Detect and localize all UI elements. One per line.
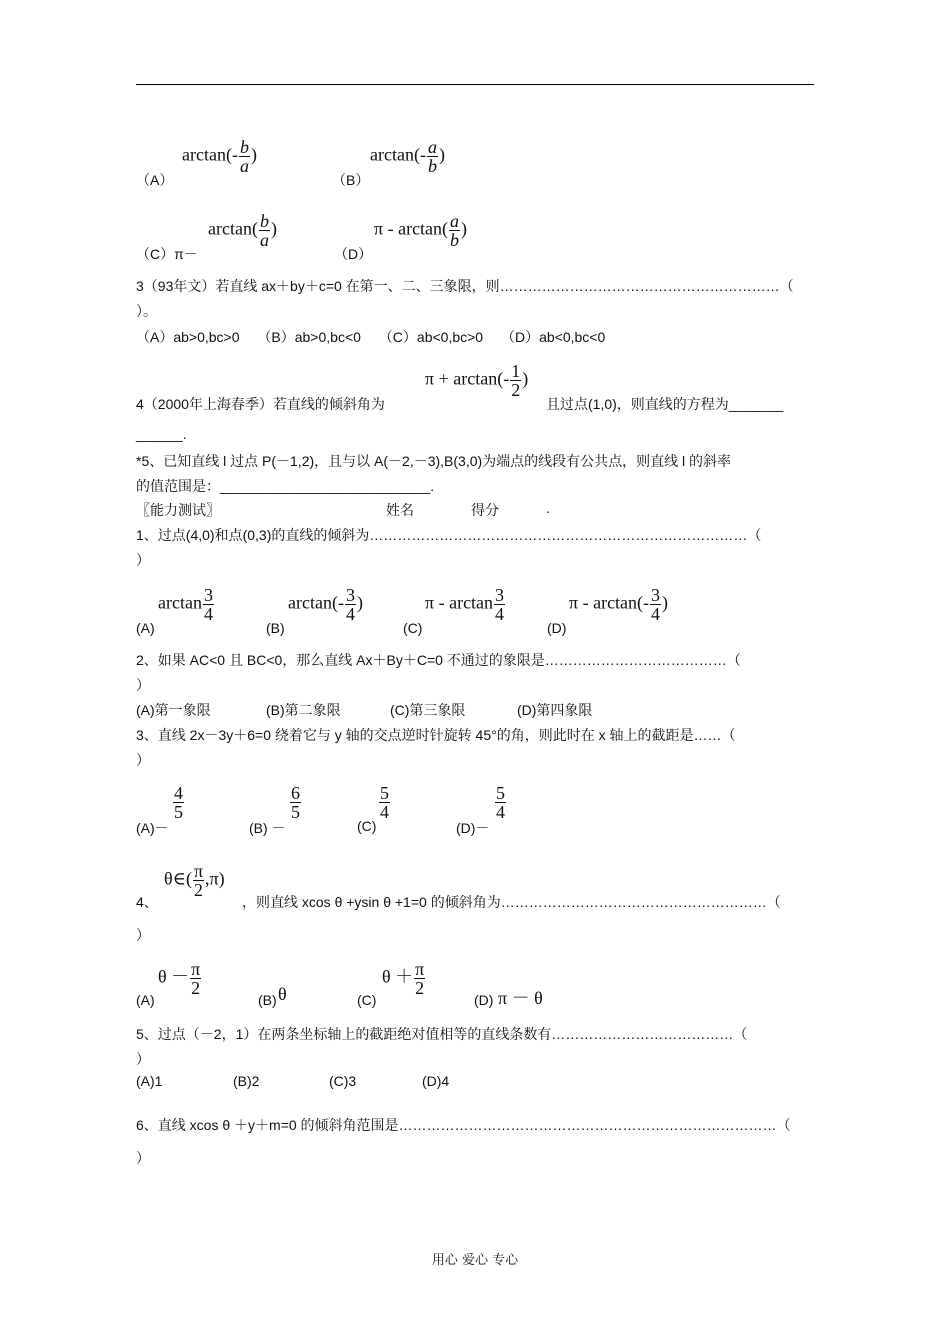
t1-question: 1、过点(4,0)和点(0,3)的直线的倾斜为………………………………………………………………………（: [136, 527, 762, 543]
t4-label: 4、: [136, 894, 158, 910]
t2-question: 2、如果 AC<0 且 BC<0，那么直线 Ax＋By＋C=0 不通过的象限是…………………………………（: [136, 652, 741, 668]
t3-question: 3、直线 2x－3y＋6=0 绕着它与 y 轴的交点逆时针旋转 45°的角，则此时在 x 轴上的截距是……（: [136, 727, 736, 743]
t3-option-d-fraction: [494, 784, 507, 821]
numerator: a: [450, 211, 460, 231]
t1-option-a-label: (A): [136, 620, 155, 636]
t3-option-a-fraction: [172, 784, 185, 821]
t6-cont: ）: [136, 1150, 150, 1166]
denominator: 4: [496, 802, 505, 822]
q3-options: （A）ab>0,bc>0 （B）ab>0,bc<0 （C）ab<0,bc>0 （D）ab<0,bc<0: [136, 329, 606, 345]
denominator: 4: [651, 604, 661, 624]
fraction: [449, 212, 460, 249]
denominator: 5: [174, 802, 183, 822]
q2-option-b-expr: [370, 138, 445, 175]
t2-option-b: (B)第二象限: [266, 702, 341, 718]
fraction: [510, 362, 521, 399]
denominator: 4: [495, 604, 505, 624]
denominator: 4: [203, 604, 213, 624]
t3-cont: ）: [136, 752, 150, 768]
expr-func: arctan: [158, 592, 202, 613]
expr-func: θ －: [158, 966, 190, 987]
q2-option-b-label: （B）: [332, 172, 370, 188]
header-rule: [136, 84, 814, 85]
q4-suffix: 且过点(1,0)，则直线的方程为_______: [546, 396, 784, 412]
fraction: [193, 862, 204, 899]
numerator: 5: [380, 783, 389, 803]
numerator: 4: [174, 783, 183, 803]
fraction: [494, 586, 505, 623]
expr-func: π - arctan(-: [569, 592, 650, 613]
ability-dot: .: [546, 500, 550, 516]
q5-cont: 的值范围是：___________________________.: [136, 478, 435, 494]
expr-func: θ ＋: [382, 966, 414, 987]
t3-option-c-label: (C): [357, 818, 377, 834]
numerator: 6: [291, 783, 300, 803]
q2-option-a-expr: [182, 138, 257, 175]
t5-question: 5、过点（－2，1）在两条坐标轴上的截距绝对值相等的直线条数有…………………………………（: [136, 1026, 748, 1042]
numerator: b: [259, 211, 269, 231]
fraction: [203, 586, 214, 623]
numerator: 5: [496, 783, 505, 803]
fraction: [427, 138, 438, 175]
fraction: [345, 586, 356, 623]
numerator: a: [427, 137, 437, 157]
expr-close: ): [662, 592, 669, 613]
t1-option-d-label: (D): [547, 620, 567, 636]
q2-option-a-label: （A）: [136, 172, 174, 188]
t3-option-a-label: (A)－: [136, 820, 169, 836]
expr-func: arctan(-: [370, 144, 426, 165]
t4-option-d-label: (D): [474, 992, 494, 1008]
q5-question: *5、已知直线 l 过点 P(－1,2)，且与以 A(－2,－3),B(3,0)为端点的线段有公共点，则直线 l 的斜率: [136, 453, 732, 469]
expr-func: arctan(-: [288, 592, 344, 613]
page-footer: 用心 爱心 专心: [431, 1253, 519, 1268]
denominator: 5: [291, 802, 300, 822]
denominator: 4: [380, 802, 389, 822]
t4-condition: [164, 862, 225, 899]
numerator: π: [415, 959, 425, 979]
ability-title: 〖能力测试〗: [136, 502, 220, 518]
denominator: a: [239, 156, 249, 176]
t1-option-b-label: (B): [266, 620, 285, 636]
t2-option-d: (D)第四象限: [517, 702, 593, 718]
t3-option-b-label: (B) －: [249, 820, 286, 836]
ability-name-label: 姓名: [386, 502, 414, 518]
expr-close: ): [250, 144, 257, 165]
t5-option-a: (A)1: [136, 1073, 163, 1089]
denominator: 4: [345, 604, 355, 624]
q2-option-c-label: （C）π－: [136, 246, 198, 262]
numerator: 3: [203, 585, 213, 605]
t3-option-d-label: (D)－: [456, 820, 490, 836]
denominator: b: [427, 156, 437, 176]
t6-question: 6、直线 xcos θ ＋y＋m=0 的倾斜角范围是………………………………………………………………………（: [136, 1117, 791, 1133]
expr-func: arctan(-: [182, 144, 238, 165]
t3-option-b-fraction: [289, 784, 302, 821]
fraction: [239, 138, 250, 175]
expr-func: π - arctan(: [374, 218, 449, 239]
denominator: 2: [511, 380, 521, 400]
t4-option-a-expr: [158, 960, 202, 997]
q2-option-d-label: （D）: [334, 246, 373, 262]
q4-prefix: 4（2000年上海春季）若直线的倾斜角为: [136, 396, 385, 412]
expr-close: ): [522, 368, 529, 389]
t5-option-c: (C)3: [329, 1073, 357, 1089]
ability-score-label: 得分: [471, 502, 499, 518]
t1-option-a-expr: [158, 586, 215, 623]
denominator: 2: [191, 978, 201, 998]
numerator: 3: [345, 585, 355, 605]
t4-question: ，则直线 xcos θ +ysin θ +1=0 的倾斜角为…………………………………………………（: [242, 894, 781, 910]
t4-option-c-label: (C): [357, 992, 377, 1008]
numerator: 3: [651, 585, 661, 605]
numerator: π: [193, 861, 204, 881]
t4-option-d-value: π － θ: [498, 988, 543, 1008]
q4-expr: [425, 362, 528, 399]
numerator: 3: [495, 585, 505, 605]
t1-option-c-label: (C): [403, 620, 423, 636]
denominator: 2: [194, 880, 203, 900]
t1-cont: ）: [136, 552, 150, 568]
t2-option-a: (A)第一象限: [136, 702, 211, 718]
q3-question: 3（93年文）若直线 ax＋by＋c=0 在第一、二、三象限，则……………………………………………………（: [136, 278, 794, 294]
expr-func: π - arctan: [425, 592, 494, 613]
t2-option-c: (C)第三象限: [390, 702, 466, 718]
fraction: [414, 960, 425, 997]
t4-option-a-label: (A): [136, 992, 155, 1008]
q4-cont: ______.: [136, 426, 187, 442]
expr-close: ): [438, 144, 445, 165]
t5-option-b: (B)2: [233, 1073, 260, 1089]
t5-option-d: (D)4: [422, 1073, 450, 1089]
t5-cont: ）: [136, 1051, 150, 1067]
t2-cont: ）: [136, 677, 150, 693]
expr-func: arctan(: [208, 218, 258, 239]
expr-close: ): [461, 218, 468, 239]
t4-option-c-expr: [382, 960, 426, 997]
expr-close: ): [270, 218, 277, 239]
expr-close: ,π): [205, 868, 225, 889]
numerator: b: [239, 137, 249, 157]
t4-option-b-label: (B): [258, 992, 277, 1008]
t1-option-d-expr: [569, 586, 668, 623]
fraction: [650, 586, 661, 623]
denominator: a: [259, 230, 269, 250]
denominator: 2: [415, 978, 425, 998]
expr-func: θ∈(: [164, 868, 192, 889]
t1-option-c-expr: [425, 586, 506, 623]
fraction: [190, 960, 201, 997]
numerator: 1: [511, 361, 521, 381]
q3-question-cont: ）。: [136, 303, 157, 319]
q2-option-d-expr: [374, 212, 467, 249]
t1-option-b-expr: [288, 586, 363, 623]
fraction: [259, 212, 270, 249]
numerator: π: [191, 959, 201, 979]
q2-option-c-expr: [208, 212, 277, 249]
expr-func: π + arctan(-: [425, 368, 510, 389]
t3-option-c-fraction: [378, 784, 391, 821]
denominator: b: [450, 230, 460, 250]
expr-close: ): [356, 592, 363, 613]
t4-option-b-value: θ: [278, 984, 287, 1004]
t4-cont: ）: [136, 927, 150, 943]
